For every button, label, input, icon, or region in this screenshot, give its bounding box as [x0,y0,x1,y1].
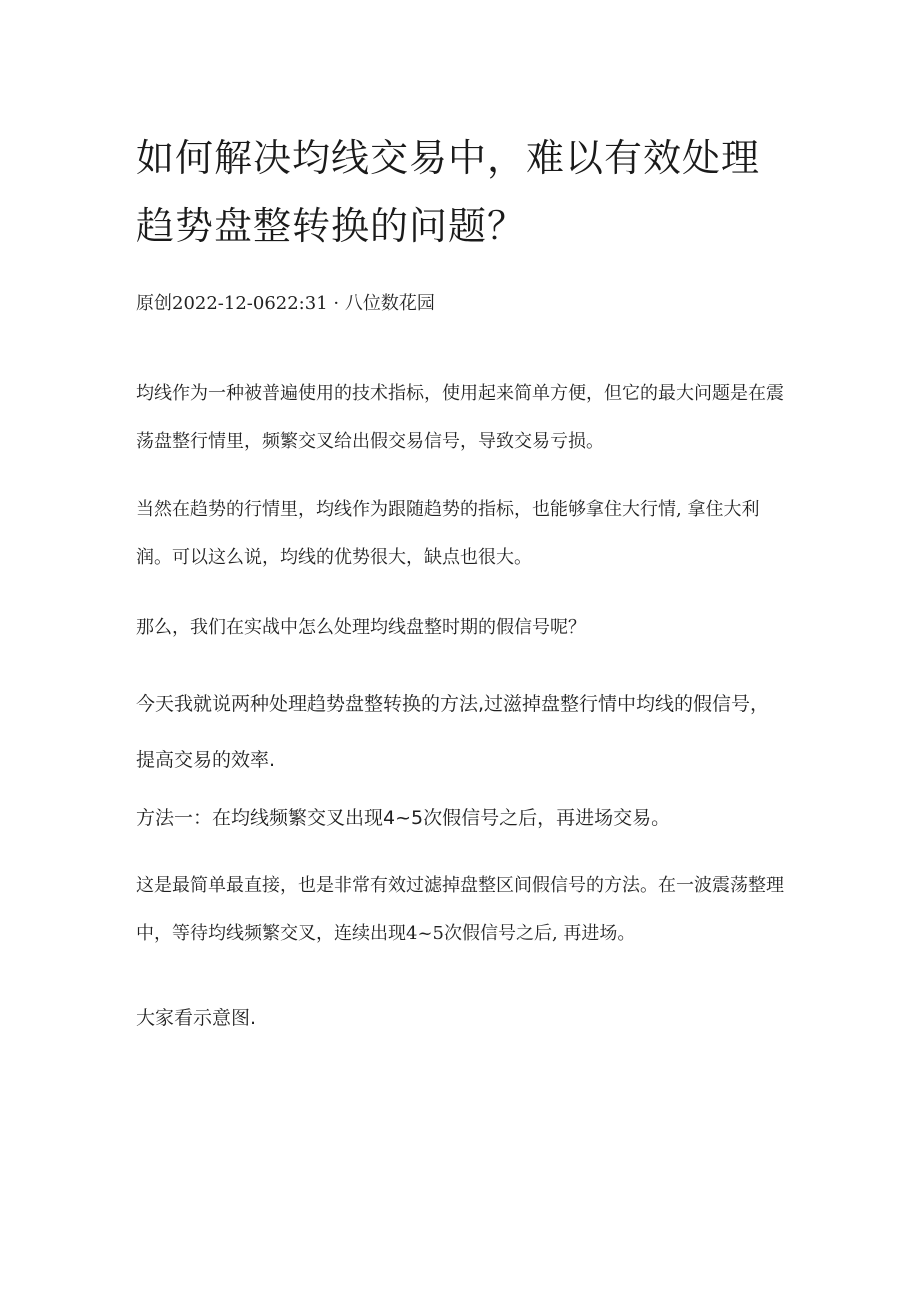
paragraph-methods-intro: 今天我就说两种处理趋势盘整转换的方法,过滋掉盘整行情中均线的假信号，提高交易的效率. [136,693,770,771]
paragraph-intro: 均线作为一种被普遍使用的技术指标，使用起来简单方便，但它的最大问题是在震荡盘整行情里，频繁交叉给出假交易信号，导致交易亏损。 [136,383,784,452]
paragraph-trend-lead: 当然在趋势的行情里，均线作为跟随趋势的指标，也能够拿住大行情, 拿住大利润。可以这么说， [136,499,760,568]
method-one-heading: 方法一：在均线频繁交叉出现4~5次假信号之后，再进场交易。 [136,807,671,829]
article-meta: 原创2022-12-0622:31 · 八位数花园 [136,293,435,314]
paragraph-question: 那么，我们在实战中怎么处理均线盘整时期的假信号呢？ [136,617,586,638]
paragraph-trend-emphasis: 均线的优势很大，缺点也很大。 [280,547,532,568]
paragraph-method-one: 这是最简单最直接，也是非常有效过滤掉盘整区间假信号的方法。在一波震荡整理中，等待均线频繁交叉，连续出现4~5次假信号之后, 再进场。 [136,875,784,944]
article-title: 如何解决均线交易中，难以有效处理趋势盘整转换的问题？ [136,136,761,248]
paragraph-trend [136,486,786,582]
paragraph-diagram-note: 大家看示意图. [136,1007,257,1029]
